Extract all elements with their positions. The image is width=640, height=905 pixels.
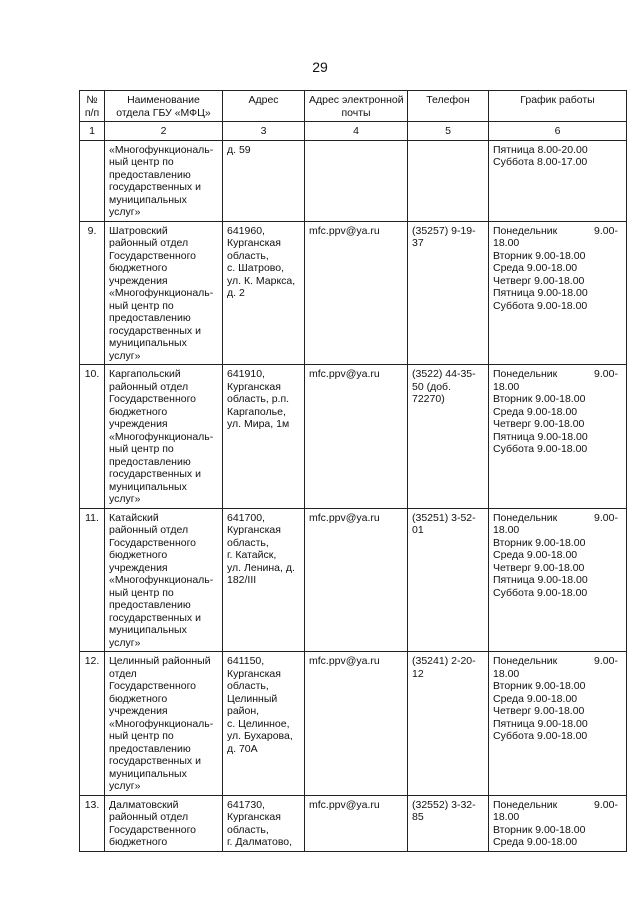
schedule-line: Пятница 9.00-18.00: [493, 430, 588, 443]
office-name-line: учреждения: [109, 418, 168, 430]
header-line: отдела ГБУ «МФЦ»: [116, 106, 211, 119]
address-line: Каргаполье,: [227, 405, 286, 418]
schedule-line: Четверг 9.00-18.00: [493, 274, 585, 287]
header-name: [105, 91, 223, 122]
address-line: Курганская: [227, 811, 281, 823]
header-line: п/п: [84, 106, 100, 119]
office-name-line: услуг»: [109, 493, 141, 505]
office-name-line: Государственного: [109, 680, 197, 692]
table-row: [80, 652, 627, 796]
address-line: д. 70А: [227, 742, 258, 755]
address-cell: [223, 365, 305, 509]
office-name-line: районный отдел: [109, 524, 189, 536]
row-number: 11.: [85, 511, 99, 524]
header-line: Наименование: [127, 94, 200, 106]
schedule-line: 18.00: [493, 524, 520, 536]
phone-line: 12: [412, 667, 424, 680]
schedule-cell: [489, 221, 627, 365]
schedule-cell: [489, 508, 627, 652]
office-name-line: муниципальных: [109, 767, 187, 780]
schedule-line: Четверг 9.00-18.00: [493, 705, 585, 717]
column-number: 6: [489, 122, 627, 141]
office-name-line: учреждения: [109, 274, 168, 287]
phone-line: (35257) 9-19-: [412, 224, 476, 237]
schedule-line: Пятница 9.00-18.00: [493, 717, 588, 730]
email-cell: [305, 652, 408, 796]
address-line: область,: [227, 680, 269, 692]
schedule-line: Пятница 9.00-18.00: [493, 574, 588, 586]
email-address: mfc.ppv@ya.ru: [309, 655, 380, 667]
phone-cell: [408, 652, 489, 796]
office-name-line: «Многофункциональ-: [109, 430, 214, 443]
office-name-line: государственных и: [109, 181, 201, 193]
phone-line: (32552) 3-32-: [412, 798, 476, 811]
table-row: [80, 140, 627, 221]
table-body: [80, 140, 627, 851]
office-name-line: «Многофункциональ-: [109, 574, 214, 586]
phone-line: (3522) 44-35-: [412, 368, 476, 380]
address-line: район,: [227, 705, 260, 717]
schedule-line: Понедельник 9.00-: [493, 224, 618, 237]
email-address: mfc.ppv@ya.ru: [309, 798, 380, 811]
office-name-line: Государственного: [109, 249, 197, 262]
address-line: с. Шатрово,: [227, 262, 285, 274]
office-name-line: ный центр по: [109, 299, 174, 312]
phone-line: 50 (доб.: [412, 380, 451, 393]
header-line: №: [86, 94, 98, 106]
email-address: mfc.ppv@ya.ru: [309, 511, 380, 524]
schedule-line: Понедельник 9.00-: [493, 511, 618, 524]
office-name-line: Катайский: [109, 511, 159, 524]
address-line: 641150,: [227, 655, 265, 667]
office-name-line: бюджетного: [109, 692, 168, 705]
office-name-line: Каргапольский: [109, 368, 181, 380]
email-cell: [305, 221, 408, 365]
address-line: ул. Ленина, д.: [227, 561, 295, 574]
address-line: г. Катайск,: [227, 549, 277, 561]
column-number-row: [80, 122, 627, 141]
office-name-line: отдел: [109, 667, 137, 680]
email-cell: [305, 795, 408, 851]
schedule-line: 18.00: [493, 237, 520, 249]
schedule-line: Понедельник 9.00-: [493, 798, 618, 811]
address-line: 641960,: [227, 224, 265, 237]
address-line: д. 2: [227, 287, 245, 299]
row-number: 13.: [84, 798, 100, 811]
phone-cell: [408, 365, 489, 509]
address-line: Курганская: [227, 237, 281, 249]
row-number: 12.: [84, 655, 100, 667]
office-name-line: учреждения: [109, 705, 168, 717]
header-line: Телефон: [426, 94, 470, 106]
schedule-line: Суббота 9.00-18.00: [493, 443, 588, 455]
schedule-line: Понедельник 9.00-: [493, 368, 618, 380]
office-name-line: предоставлению: [109, 455, 191, 468]
row-number-cell: [80, 221, 105, 365]
row-number: 9.: [87, 224, 97, 237]
email-cell: [305, 508, 408, 652]
header-line: почты: [341, 106, 371, 119]
phone-cell: [408, 221, 489, 365]
office-name-cell: [105, 508, 223, 652]
office-name-line: государственных и: [109, 755, 201, 767]
office-name-line: государственных и: [109, 611, 201, 624]
schedule-line: Среда 9.00-18.00: [493, 836, 578, 848]
mfc-offices-table: [79, 90, 627, 852]
schedule-line: Среда 9.00-18.00: [493, 405, 578, 418]
office-name-line: предоставлению: [109, 599, 191, 611]
column-number: 3: [223, 122, 305, 141]
office-name-line: услуг»: [109, 780, 141, 792]
schedule-line: Четверг 9.00-18.00: [493, 561, 585, 574]
header-line: Адрес электронной: [309, 94, 404, 106]
office-name-line: учреждения: [109, 561, 168, 574]
address-line: ул. Бухарова,: [227, 730, 293, 742]
office-name-line: ный центр по: [109, 156, 174, 168]
office-name-cell: [105, 140, 223, 221]
address-line: 641910,: [227, 368, 265, 380]
schedule-line: Вторник 9.00-18.00: [493, 393, 586, 405]
office-name-line: «Многофункциональ-: [109, 143, 214, 156]
phone-cell: [408, 140, 489, 221]
column-number: 2: [105, 122, 223, 141]
phone-cell: [408, 508, 489, 652]
schedule-line: Пятница 9.00-18.00: [493, 287, 588, 299]
office-name-cell: [105, 795, 223, 851]
office-name-cell: [105, 221, 223, 365]
address-line: область,: [227, 249, 269, 262]
office-name-line: услуг»: [109, 206, 141, 218]
office-name-line: муниципальных: [109, 337, 187, 349]
address-cell: [223, 508, 305, 652]
office-name-line: Государственного: [109, 823, 197, 836]
header-row: [80, 91, 627, 122]
header-no: [80, 91, 105, 122]
office-name-line: районный отдел: [109, 237, 189, 249]
table-row: [80, 221, 627, 365]
schedule-line: Среда 9.00-18.00: [493, 692, 578, 705]
header-email: [305, 91, 408, 122]
header-address: [223, 91, 305, 122]
schedule-line: Среда 9.00-18.00: [493, 549, 578, 561]
address-line: г. Далматово,: [227, 836, 293, 848]
phone-line: 85: [412, 811, 424, 823]
table-row: [80, 508, 627, 652]
email-address: mfc.ppv@ya.ru: [309, 224, 380, 237]
schedule-line: Среда 9.00-18.00: [493, 262, 578, 274]
office-name-line: Государственного: [109, 536, 197, 549]
office-name-line: предоставлению: [109, 742, 191, 755]
schedule-line: Четверг 9.00-18.00: [493, 418, 585, 430]
office-name-line: ный центр по: [109, 730, 174, 742]
office-name-cell: [105, 365, 223, 509]
office-name-line: муниципальных: [109, 624, 187, 636]
row-number-cell: [80, 652, 105, 796]
column-number: 4: [305, 122, 408, 141]
schedule-line: 18.00: [493, 811, 520, 823]
office-name-line: «Многофункциональ-: [109, 717, 214, 730]
address-line: Курганская: [227, 524, 281, 536]
phone-line: 72270): [412, 393, 445, 405]
address-line: область, р.п.: [227, 393, 290, 405]
schedule-line: Суббота 9.00-18.00: [493, 730, 588, 742]
phone-line: (35251) 3-52-: [412, 511, 476, 524]
schedule-line: 18.00: [493, 380, 520, 393]
email-address: mfc.ppv@ya.ru: [309, 368, 380, 380]
header-line: График работы: [520, 94, 595, 106]
address-line: ул. К. Маркса,: [227, 274, 296, 287]
row-number-cell: [80, 140, 105, 221]
office-name-line: бюджетного: [109, 262, 168, 274]
column-number: 5: [408, 122, 489, 141]
address-line: ул. Мира, 1м: [227, 418, 290, 430]
schedule-cell: [489, 652, 627, 796]
schedule-line: Суббота 9.00-18.00: [493, 586, 588, 599]
address-line: область,: [227, 823, 269, 836]
schedule-line: Вторник 9.00-18.00: [493, 536, 586, 549]
address-cell: [223, 652, 305, 796]
schedule-cell: [489, 365, 627, 509]
address-line: 641700,: [227, 511, 265, 524]
office-name-line: муниципальных: [109, 480, 187, 493]
address-cell: [223, 140, 305, 221]
address-line: Целинный: [227, 692, 278, 705]
office-name-line: районный отдел: [109, 380, 189, 393]
office-name-line: услуг»: [109, 349, 141, 362]
row-number-cell: [80, 795, 105, 851]
office-name-line: бюджетного: [109, 836, 168, 848]
office-name-line: «Многофункциональ-: [109, 287, 214, 299]
office-name-line: ный центр по: [109, 586, 174, 599]
address-line: область,: [227, 536, 269, 549]
schedule-line: Понедельник 9.00-: [493, 655, 618, 667]
office-name-line: Целинный районный: [109, 655, 211, 667]
schedule-line: Суббота 8.00-17.00: [493, 156, 588, 168]
office-name-line: Государственного: [109, 393, 197, 405]
office-name-line: предоставлению: [109, 312, 191, 324]
address-line: Курганская: [227, 667, 281, 680]
header-phone: [408, 91, 489, 122]
email-cell: [305, 365, 408, 509]
row-number-cell: [80, 508, 105, 652]
schedule-line: Вторник 9.00-18.00: [493, 823, 586, 836]
office-name-line: районный отдел: [109, 811, 189, 823]
address-line: д. 59: [227, 143, 251, 156]
address-line: Курганская: [227, 380, 281, 393]
schedule-line: Суббота 9.00-18.00: [493, 299, 588, 312]
page-number: 29: [312, 59, 328, 75]
office-name-line: Шатровский: [109, 224, 168, 237]
table-row: [80, 365, 627, 509]
schedule-cell: [489, 140, 627, 221]
address-cell: [223, 221, 305, 365]
office-name-line: предоставлению: [109, 168, 191, 181]
header-schedule: [489, 91, 627, 122]
schedule-line: Вторник 9.00-18.00: [493, 249, 586, 262]
row-number-cell: [80, 365, 105, 509]
office-name-cell: [105, 652, 223, 796]
office-name-line: услуг»: [109, 636, 141, 649]
office-name-line: государственных и: [109, 324, 201, 337]
row-number: 10.: [84, 368, 100, 380]
header-line: Адрес: [248, 94, 279, 106]
office-name-line: государственных и: [109, 468, 201, 480]
schedule-cell: [489, 795, 627, 851]
schedule-line: Пятница 8.00-20.00: [493, 143, 588, 156]
address-line: 641730,: [227, 798, 265, 811]
email-cell: [305, 140, 408, 221]
office-name-line: Далматовский: [109, 798, 179, 811]
address-line: с. Целинное,: [227, 717, 290, 730]
address-line: 182/III: [227, 574, 257, 586]
column-number: 1: [80, 122, 105, 141]
phone-line: 37: [412, 237, 424, 249]
address-cell: [223, 795, 305, 851]
office-name-line: бюджетного: [109, 405, 168, 418]
phone-cell: [408, 795, 489, 851]
table-row: [80, 795, 627, 851]
schedule-line: Вторник 9.00-18.00: [493, 680, 586, 692]
schedule-line: 18.00: [493, 667, 520, 680]
phone-line: (35241) 2-20-: [412, 655, 476, 667]
office-name-line: муниципальных: [109, 193, 187, 206]
office-name-line: ный центр по: [109, 443, 174, 455]
phone-line: 01: [412, 524, 424, 536]
office-name-line: бюджетного: [109, 549, 168, 561]
